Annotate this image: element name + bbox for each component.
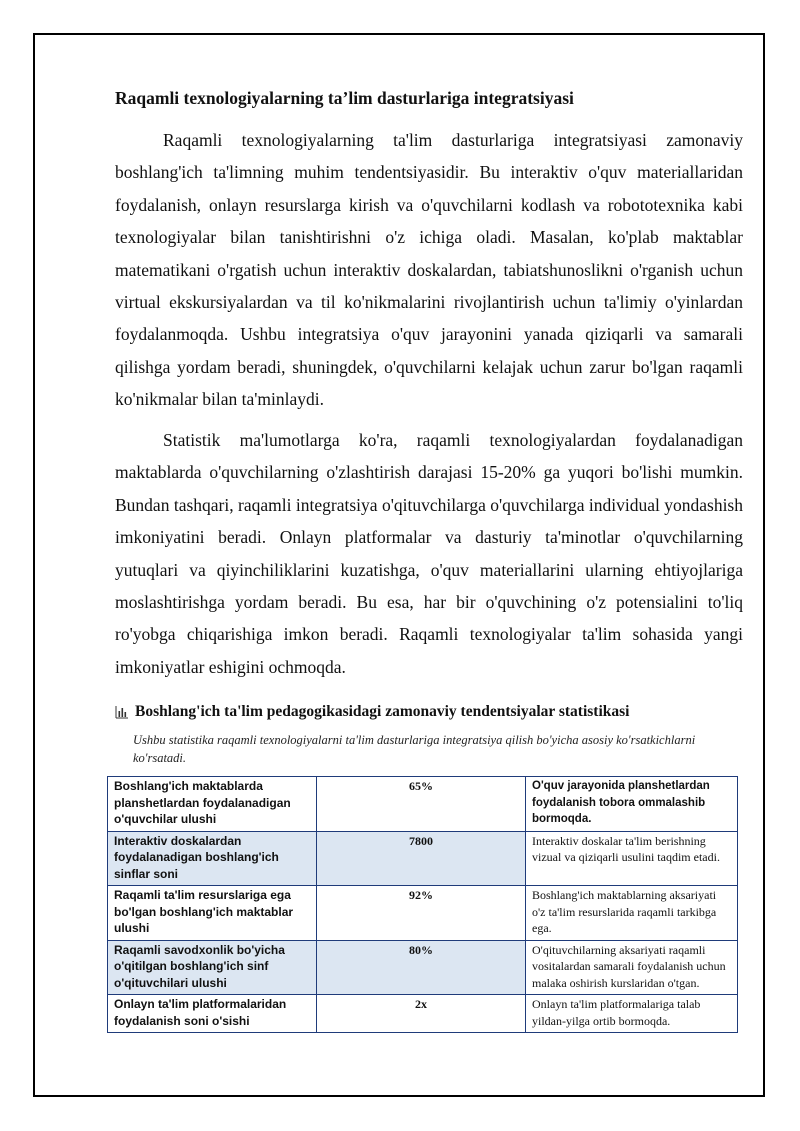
- row-value: 65%: [317, 777, 526, 832]
- row-label: Raqamli ta'lim resurslariga ega bo'lgan boshlang'ich maktablar ulushi: [108, 886, 317, 941]
- table-row: [108, 940, 738, 995]
- row-description: O'quv jarayonida planshetlardan foydalanish tobora ommalashib bormoqda.: [526, 777, 738, 832]
- bar-chart-icon: [115, 705, 129, 719]
- row-value: 7800: [317, 831, 526, 886]
- row-value: 2x: [317, 995, 526, 1033]
- row-description: Interaktiv doskalar ta'lim berishning vizual va qiziqarli usulini taqdim etadi.: [526, 831, 738, 886]
- row-description: Boshlang'ich maktablarning aksariyati o'z ta'lim resurslarida raqamli tarkibga ega.: [526, 886, 738, 941]
- paragraph-2: Statistik ma'lumotlarga ko'ra, raqamli texnologiyalardan foydalanadigan maktablarda o'quvchilarning o'zlashtirish darajasi 15-20% ga yuqori bo'lishi mumkin. Bundan tashqari, raqamli integratsiya o'qituvchilarga o'quvchilarga individual yondashish imkoniyatini beradi. Onlayn platformalar va dasturiy ta'minotlar o'quvchilarning yutuqlari va qiyinchiliklarini kuzatishga, o'quv materiallarini ularning ehtiyojlariga moslashtirishga yordam beradi. Bu esa, har bir o'quvchining o'z potensialini to'liq ro'yobga chiqarishiga imkon beradi. Raqamli texnologiyalar ta'lim sohasida yangi imkoniyatlar eshigini ochmoqda.: [115, 430, 743, 677]
- stats-title: [115, 703, 755, 721]
- table-row: [108, 831, 738, 886]
- row-label: Boshlang'ich maktablarda planshetlardan foydalanadigan o'quvchilar ulushi: [108, 777, 317, 832]
- table-row: [108, 777, 738, 832]
- paragraph-1: Raqamli texnologiyalarning ta'lim dasturlariga integratsiyasi zamonaviy boshlang'ich ta'limning muhim tendentsiyasidir. Bu interaktiv o'quv materiallaridan foydalanish, onlayn resurslarga kirish va o'quvchilarni kodlash va robototexnika kabi texnologiyalar bilan tanishtirishni o'z ichiga oladi. Masalan, ko'plab maktablar matematikani o'rgatish uchun interaktiv doskalardan, tabiatshunoslikni o'rganish uchun virtual ekskursiyalardan va til ko'nikmalarini rivojlantirish uchun ta'limiy o'yinlardan foydalanmoqda. Ushbu integratsiya o'quv jarayonini yanada qiziqarli va samarali qilishga yordam beradi, shuningdek, o'quvchilarni kelajak uchun zarur bo'lgan raqamli ko'nikmalar bilan ta'minlaydi.: [115, 130, 743, 410]
- row-label: Raqamli savodxonlik bo'yicha o'qitilgan boshlang'ich sinf o'qituvchilari ulushi: [108, 940, 317, 995]
- stats-title-text: Boshlang'ich ta'lim pedagogikasidagi zamonaviy tendentsiyalar statistikasi: [135, 703, 630, 720]
- row-description: Onlayn ta'lim platformalariga talab yildan-yilga ortib bormoqda.: [526, 995, 738, 1033]
- row-value: 80%: [317, 940, 526, 995]
- table-row: [108, 886, 738, 941]
- stats-subtitle: Ushbu statistika raqamli texnologiyalarni ta'lim dasturlariga integratsiya qilish bo'yicha asosiy ko'rsatkichlarni ko'rsatadi.: [133, 733, 696, 765]
- table-row: [108, 995, 738, 1033]
- row-description: O'qituvchilarning aksariyati raqamli vositalardan samarali foydalanish uchun malaka oshirish kurslaridan o'tgan.: [526, 940, 738, 995]
- section-heading: Raqamli texnologiyalarning ta’lim dasturlariga integratsiyasi: [115, 88, 574, 108]
- stats-table: [107, 776, 738, 1033]
- row-label: Onlayn ta'lim platformalaridan foydalanish soni o'sishi: [108, 995, 317, 1033]
- row-label: Interaktiv doskalardan foydalanadigan boshlang'ich sinflar soni: [108, 831, 317, 886]
- row-value: 92%: [317, 886, 526, 941]
